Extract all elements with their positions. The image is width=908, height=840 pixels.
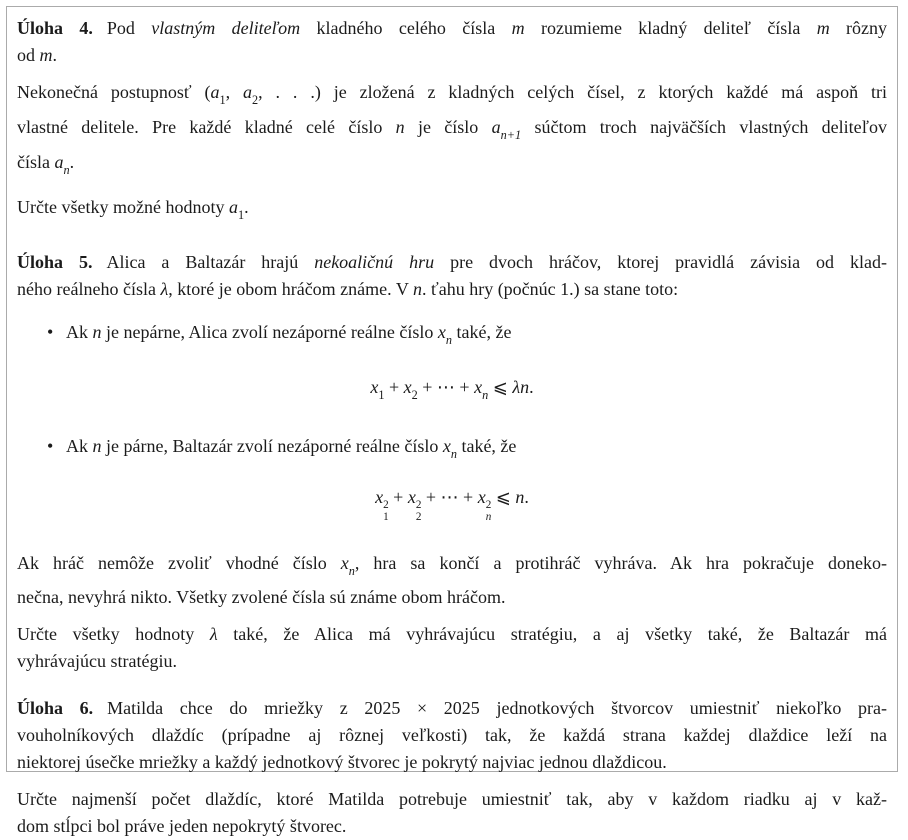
question-line: Určte najmenší počet dlaždíc, ktoré Matilda potrebuje umiestniť tak, aby v každom riadku aj v kaž-	[17, 789, 887, 810]
text-line: niektorej úsečke mriežky a každý jednotkový štvorec je pokrytý najviac jednou dlaždicou.	[17, 752, 667, 773]
text-line: ného reálneho čísla λ, ktoré je obom hráčom známe. V n. ťahu hry (počnúc 1.) sa stane toto:	[17, 278, 679, 299]
question-line: dom stĺpci bol práve jeden nepokrytý štvorec.	[17, 816, 347, 837]
question-line: vyhrávajúcu stratégiu.	[17, 651, 177, 672]
text-line: Ak hráč nemôže zvoliť vhodné číslo $x_n$, hra sa končí a protihráč vyhráva. Ak hra pokračuje doneko-	[17, 552, 887, 578]
problem-6	[17, 695, 887, 840]
bullet-item-text: Ak n je nepárne, Alica zvolí nezáporné reálne číslo $x_n$ také, že	[66, 321, 512, 347]
question-line: Určte všetky hodnoty λ také, že Alica má vyhrávajúcu stratégiu, a aj všetky také, že Baltazár má	[17, 624, 887, 645]
problem-6-heading-line: Úloha 6. Matilda chce do mriežky z 2025 × 2025 jednotkových štvorcov umiestniť niekoľko pra-	[17, 698, 887, 719]
problem-4	[17, 15, 887, 229]
text-line: Nekonečná postupnosť ($a_1$, $a_2$, . . .) je zložená z kladných celých čísel, z ktorých každé má aspoň tri	[17, 82, 887, 107]
bullet-item-odd-turn	[17, 319, 887, 354]
bullet-icon: •	[47, 435, 54, 456]
problem-sheet	[6, 6, 898, 837]
bullet-item-even-turn	[17, 433, 887, 468]
math-display-sum: $x_1 + x_2$ + ⋯ + $x_n$ ⩽ λn.	[370, 376, 534, 402]
text-line: vlastné delitele. Pre každé kladné celé číslo n je číslo $a_{n+1}$ súčtom troch najväčších vlastných deliteľov	[17, 116, 887, 142]
problem-5	[17, 249, 887, 676]
text-line: nečna, nevyhrá nikto. Všetky zvolené čísla sú známe obom hráčom.	[17, 587, 506, 608]
problem-4-heading-line: Úloha 4. Pod vlastným deliteľom kladného celého čísla m rozumieme kladný deliteľ čísla m rôzny	[17, 18, 888, 38]
text-line: od m.	[17, 45, 57, 65]
text-line: čísla $a_n$.	[17, 151, 75, 177]
bullet-icon: •	[47, 321, 54, 342]
bullet-item-text: Ak n je párne, Baltazár zvolí nezáporné reálne číslo $x_n$ také, že	[66, 435, 517, 461]
math-display-sum-squares: x 2 1 + x 2 2 + ⋯ + x 2 n ⩽ n.	[375, 486, 529, 523]
text-line: vouholníkových dlaždíc (prípadne aj rôznej veľkosti) tak, že každá strana každej dlaždice leží na	[17, 725, 887, 746]
question-line: Určte všetky možné hodnoty $a_1$.	[17, 196, 249, 222]
problem-5-heading-line: Úloha 5. Alica a Baltazár hrajú nekoaličnú hru pre dvoch hráčov, ktorej pravidlá závisia od klad-	[17, 251, 887, 272]
